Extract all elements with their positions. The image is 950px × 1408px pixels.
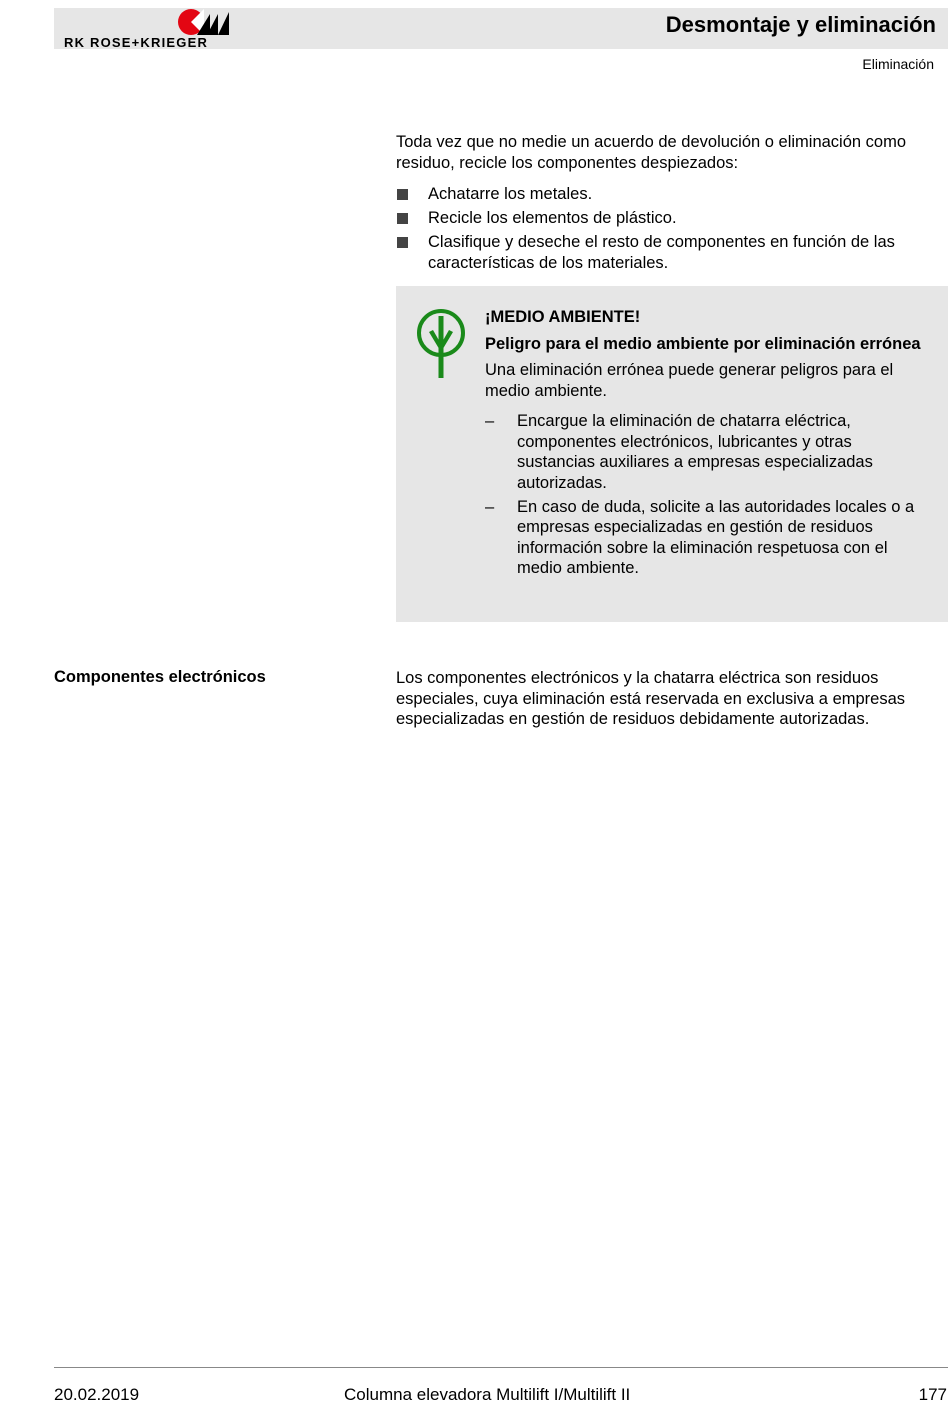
footer-date: 20.02.2019 bbox=[54, 1385, 140, 1404]
list-item bbox=[485, 411, 933, 493]
list-item-text: Encargue la eliminación de chatarra eléctrica, componentes electrónicos, lubricantes y otras sustancias auxiliares a empresas especializadas autorizadas. bbox=[517, 412, 873, 492]
brand-logo bbox=[60, 8, 235, 50]
list-item-text: Clasifique y deseche el resto de componentes en función de las características de los materiales. bbox=[428, 233, 895, 272]
section-paragraph: Los componentes electrónicos y la chatarra eléctrica son residuos especiales, cuya eliminación está reservada en exclusiva a empresas especializadas en gestión de residuos debidamente autorizadas. bbox=[396, 669, 906, 728]
section-body bbox=[396, 668, 940, 730]
list-item-text: En caso de duda, solicite a las autoridades locales o a empresas especializadas en gestión de residuos información sobre la eliminación respetuosa con el medio ambiente. bbox=[517, 497, 915, 577]
page-number: 177 bbox=[918, 1385, 947, 1404]
logo-text: RK ROSE+KRIEGER bbox=[64, 35, 209, 50]
dash-bullet: – bbox=[485, 412, 495, 430]
page-title: Desmontaje y eliminación bbox=[665, 12, 936, 37]
footer-document-title: Columna elevadora Multilift I/Multilift II bbox=[344, 1385, 631, 1404]
section-heading: Componentes electrónicos bbox=[54, 668, 266, 686]
notice-consequence: Una eliminación errónea puede generar peligros para el medio ambiente. bbox=[485, 361, 894, 400]
intro-paragraph: Toda vez que no medie un acuerdo de devolución o eliminación como residuo, recicle los componentes despiezados: bbox=[396, 133, 906, 172]
list-item bbox=[396, 184, 940, 205]
environment-notice-box bbox=[396, 286, 948, 622]
notice-hazard: Peligro para el medio ambiente por eliminación errónea bbox=[485, 334, 921, 353]
bullet-square-icon bbox=[397, 237, 408, 248]
notice-body bbox=[485, 307, 933, 582]
list-item-text: Recicle los elementos de plástico. bbox=[428, 209, 677, 227]
intro-section bbox=[396, 132, 940, 277]
dash-bullet: – bbox=[485, 497, 495, 516]
notice-measures-list bbox=[485, 411, 933, 579]
list-item bbox=[485, 497, 933, 579]
list-item bbox=[396, 208, 940, 229]
footer-divider bbox=[54, 1367, 948, 1368]
intro-bullet-list bbox=[396, 184, 940, 273]
logo-mark-icon bbox=[60, 8, 235, 38]
page-subtitle: Eliminación bbox=[862, 56, 934, 72]
notice-signal-word: ¡MEDIO AMBIENTE! bbox=[485, 308, 641, 326]
environment-tree-icon bbox=[416, 308, 466, 378]
bullet-square-icon bbox=[397, 189, 408, 200]
list-item bbox=[396, 232, 940, 273]
bullet-square-icon bbox=[397, 213, 408, 224]
list-item-text: Achatarre los metales. bbox=[428, 185, 593, 203]
